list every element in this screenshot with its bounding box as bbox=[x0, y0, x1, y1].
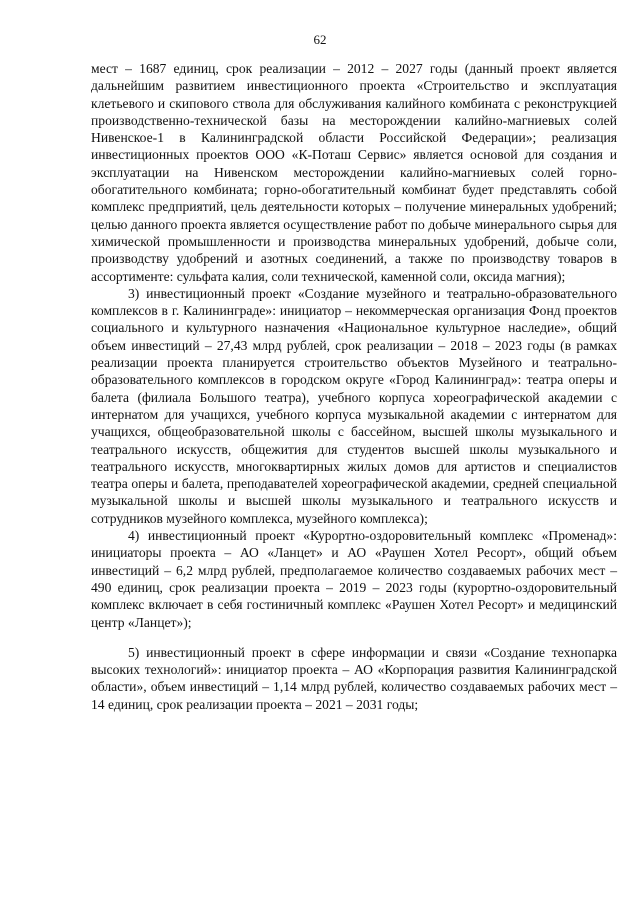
page-number: 62 bbox=[313, 32, 327, 47]
paragraph-continuation: мест – 1687 единиц, срок реализации – 2012 – 2027 годы (данный проект является дальнейшим развитием инвестиционного проекта «Строительство и эксплуатация клетьевого и скипового ствола для обслуживания калийного комбината с реконструкцией производственно-технической базы на месторождении калийно-магниевых солей Нивенское-1 в Калининградской области Российской Федерации»; реализация инвестиционных проектов ООО «К-Поташ Сервис» является основой для создания и эксплуатации на Нивенском месторождении калийно-магниевых солей горно-обогатительного комбината; горно-обогатительный комбинат будет представлять собой комплекс предприятий, цель деятельности которых – получение минеральных удобрений; целью данного проекта является осуществление работ по добыче минерального сырья для химической промышленности и производства минеральных удобрений, добыче соли, производству удобрений и азотных соединений, а также по производству товаров в ассортименте: сульфата калия, соли технической, каменной соли, оксида магния); bbox=[91, 61, 617, 284]
body-text bbox=[91, 60, 617, 713]
paragraph-item-4: 4) инвестиционный проект «Курортно-оздоровительный комплекс «Променад»: инициаторы проекта – АО «Ланцет» и АО «Раушен Хотел Ресорт», общий объем инвестиций – 6,2 млрд рублей, предполагаемое количество создаваемых рабочих мест – 490 единиц, срок реализации проекта – 2019 – 2023 годы (курортно-оздоровительный комплекс включает в себя гостиничный комплекс «Раушен Хотел Ресорт» и медицинский центр «Ланцет»); bbox=[91, 528, 617, 630]
paragraph-item-5: 5) инвестиционный проект в сфере информации и связи «Создание технопарка высоких технологий»: инициатор проекта – АО «Корпорация развития Калининградской области», объем инвестиций – 1,14 млрд рублей, количество создаваемых рабочих мест – 14 единиц, срок реализации проекта – 2021 – 2031 годы; bbox=[91, 644, 617, 712]
paragraph-item-3: 3) инвестиционный проект «Создание музейного и театрально-образовательного комплексов в г. Калининграде»: инициатор – некоммерческая организация Фонд проектов социального и культурного назначения «Национальное культурное наследие», общий объем инвестиций – 27,43 млрд рублей, срок реализации – 2018 – 2023 годы (в рамках реализации проекта планируется строительство объектов Музейного и театрально-образовательного комплексов в городском округе «Город Калининград»: театра оперы и балета (филиала Большого театра), учебного корпуса хореографической академии с интернатом для учащихся, учебного корпуса музыкальной академии с интернатом для учащихся, общеобразовательной школы с бассейном, высшей школы музыкального и театрального искусств, общежития для студентов высшей школы музыкального и театрального искусств, многоквартирных жилых домов для артистов и специалистов театра оперы и балета, преподавателей хореографической академии, средней специальной музыкальной школы и высшей школы музыкального и театрального искусств и сотрудников музейного комплекса, музейного комплекса); bbox=[91, 285, 617, 526]
